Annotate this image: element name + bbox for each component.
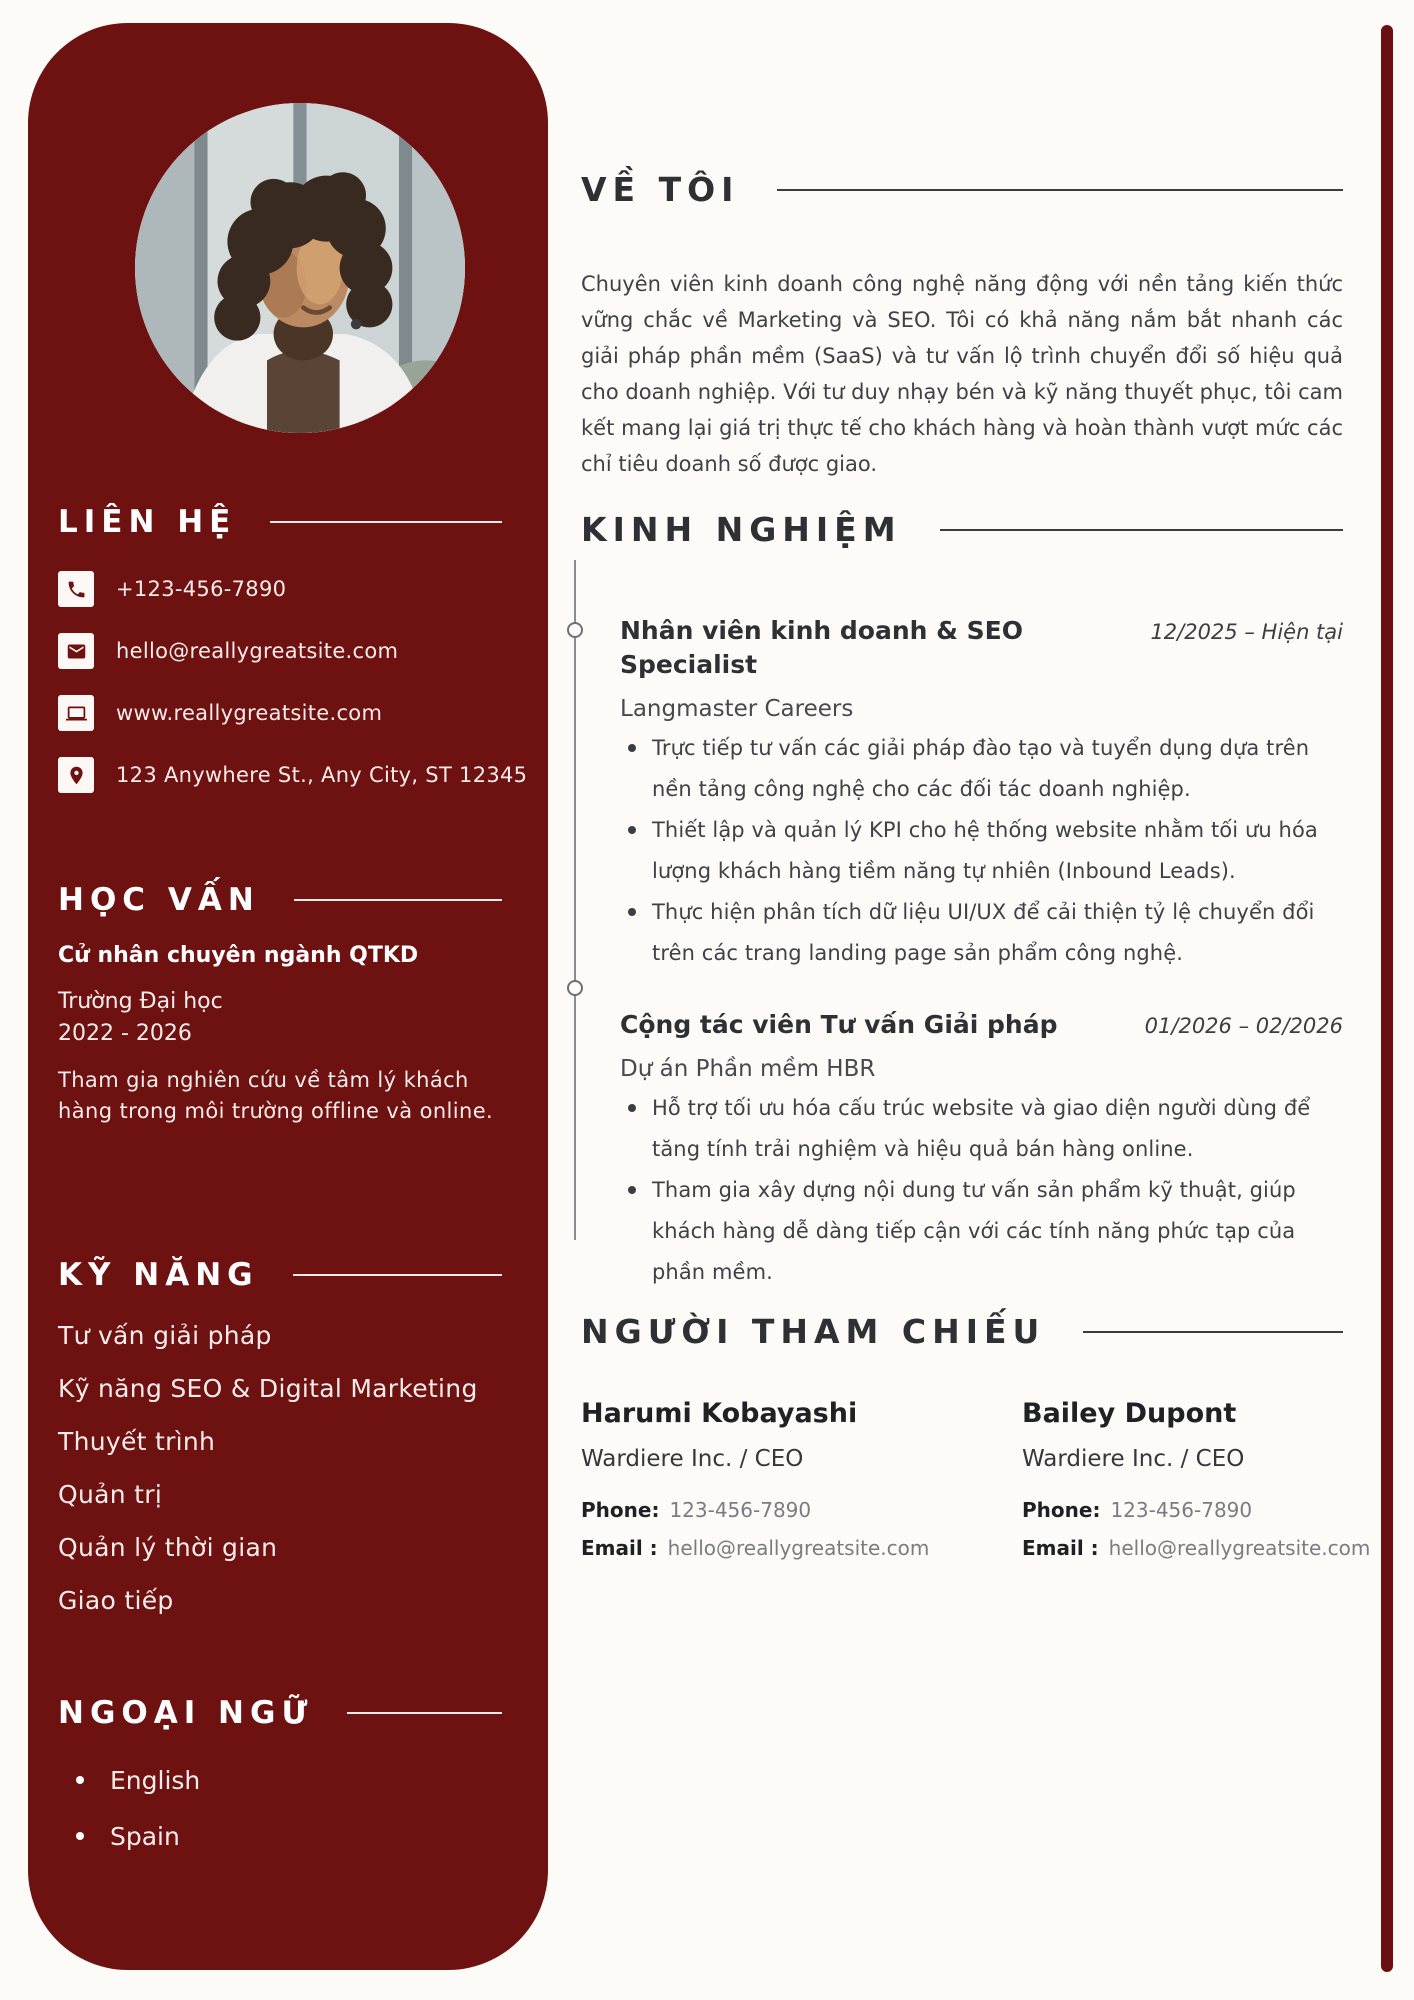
contact-list <box>58 571 528 819</box>
job-header <box>620 1008 1343 1042</box>
experience-section <box>566 508 1343 1293</box>
references-divider <box>1083 1331 1343 1333</box>
job-dates: 01/2026 – 02/2026 <box>1144 1014 1343 1038</box>
bullet-dot <box>76 1776 84 1784</box>
timeline-dot <box>567 980 583 996</box>
bullet-dot <box>628 744 636 752</box>
reference-phone: 123-456-7890 <box>1110 1498 1253 1522</box>
education-section-header <box>58 878 502 922</box>
education-degree: Cử nhân chuyên ngành QTKD <box>58 943 419 968</box>
skills-title: KỸ NĂNG <box>58 1257 259 1293</box>
skills-divider <box>293 1274 502 1276</box>
references-section <box>581 1310 1371 1696</box>
education-note: Tham gia nghiên cứu về tâm lý khách hàng trong môi trường offline và online. <box>58 1068 494 1123</box>
reference-card <box>1022 1396 1402 1560</box>
education-school: Trường Đại học <box>58 989 223 1014</box>
about-section <box>581 168 1343 503</box>
skill-item: Giao tiếp <box>58 1586 174 1615</box>
education-divider <box>294 899 502 901</box>
bullet-dot <box>76 1832 84 1840</box>
job-bullet-list <box>620 728 1343 974</box>
reference-position: Wardiere Inc. / CEO <box>1022 1446 1245 1472</box>
education-years: 2022 - 2026 <box>58 1021 192 1046</box>
contact-phone: +123-456-7890 <box>116 577 287 601</box>
contact-address: 123 Anywhere St., Any City, ST 12345 <box>116 763 528 787</box>
profile-photo-illustration <box>135 103 465 433</box>
experience-title: KINH NGHIỆM <box>581 510 902 549</box>
phone-icon <box>58 571 94 607</box>
skill-item: Thuyết trình <box>58 1427 216 1456</box>
languages-divider <box>347 1712 502 1714</box>
job-company: Dự án Phần mềm HBR <box>620 1056 876 1082</box>
job-bullet: Hỗ trợ tối ưu hóa cấu trúc website và giao diện người dùng để tăng tính trải nghiệm và hiệu quả bán hàng online. <box>652 1088 1343 1170</box>
right-accent-bar <box>1381 25 1393 1972</box>
skill-item: Tư vấn giải pháp <box>58 1321 272 1350</box>
bullet-dot <box>628 1104 636 1112</box>
phone-label: Phone: <box>1022 1498 1101 1522</box>
about-text: Chuyên viên kinh doanh công nghệ năng động với nền tảng kiến thức vững chắc về Marketing và SEO. Tôi có khả năng nắm bắt nhanh các giải pháp phần mềm (SaaS) và tư vấn lộ trình chuyển đổi số hiệu quả cho doanh nghiệp. Với tư duy nhạy bén và kỹ năng thuyết phục, tôi cam kết mang lại giá trị thực tế cho khách hàng và hoàn thành vượt mức các chỉ tiêu doanh số được giao. <box>581 272 1343 476</box>
reference-card <box>581 1396 961 1560</box>
bullet-dot <box>628 826 636 834</box>
contact-divider <box>270 521 502 523</box>
contact-title: LIÊN HỆ <box>58 504 237 540</box>
contact-item-website <box>58 695 520 731</box>
job-role: Nhân viên kinh doanh & SEO Specialist <box>620 616 1023 679</box>
reference-email-row <box>581 1536 961 1560</box>
location-icon <box>58 757 94 793</box>
languages-title: NGOẠI NGỮ <box>58 1695 314 1731</box>
reference-email: hello@reallygreatsite.com <box>667 1536 930 1560</box>
experience-section-header <box>581 508 1343 552</box>
reference-name: Harumi Kobayashi <box>581 1398 858 1429</box>
profile-photo <box>135 103 465 433</box>
references-section-header <box>581 1310 1343 1354</box>
contact-email: hello@reallygreatsite.com <box>116 639 399 663</box>
contact-item-phone <box>58 571 520 607</box>
language-item: English <box>58 1765 520 1795</box>
timeline-dot <box>567 622 583 638</box>
languages-section-header <box>58 1691 502 1735</box>
timeline-line <box>574 560 576 1240</box>
contact-item-address <box>58 757 528 793</box>
about-title: VỀ TÔI <box>581 170 740 209</box>
references-columns <box>581 1396 1371 1696</box>
contact-item-email <box>58 633 520 669</box>
job-bullet: Thiết lập và quản lý KPI cho hệ thống website nhằm tối ưu hóa lượng khách hàng tiềm năng tự nhiên (Inbound Leads). <box>652 810 1343 892</box>
email-icon <box>58 633 94 669</box>
job-entry <box>620 1008 1343 1293</box>
job-bullet: Trực tiếp tư vấn các giải pháp đào tạo và tuyển dụng dựa trên nền tảng công nghệ cho các đối tác doanh nghiệp. <box>652 728 1343 810</box>
reference-email-row <box>1022 1536 1402 1560</box>
contact-website: www.reallygreatsite.com <box>116 701 383 725</box>
job-entry <box>620 614 1343 974</box>
education-title: HỌC VẤN <box>58 882 260 918</box>
job-bullet: Tham gia xây dựng nội dung tư vấn sản phẩm kỹ thuật, giúp khách hàng dễ dàng tiếp cận với các tính năng phức tạp của phần mềm. <box>652 1170 1343 1293</box>
job-bullet-list <box>620 1088 1343 1293</box>
references-title: NGƯỜI THAM CHIẾU <box>581 1312 1046 1351</box>
skill-item: Quản lý thời gian <box>58 1533 278 1562</box>
experience-divider <box>940 529 1343 531</box>
skill-item: Quản trị <box>58 1480 163 1509</box>
education-block <box>58 941 520 1127</box>
job-bullet: Thực hiện phân tích dữ liệu UI/UX để cải thiện tỷ lệ chuyển đổi trên các trang landing page sản phẩm công nghệ. <box>652 892 1343 974</box>
email-label: Email : <box>581 1536 658 1560</box>
sidebar <box>28 23 548 1970</box>
reference-email: hello@reallygreatsite.com <box>1108 1536 1371 1560</box>
skills-list <box>58 1323 520 1641</box>
job-company: Langmaster Careers <box>620 696 854 722</box>
about-section-header <box>581 168 1343 212</box>
website-icon <box>58 695 94 731</box>
skill-item: Kỹ năng SEO & Digital Marketing <box>58 1374 478 1403</box>
skills-section-header <box>58 1253 502 1297</box>
reference-name: Bailey Dupont <box>1022 1398 1237 1429</box>
bullet-dot <box>628 1186 636 1194</box>
job-role: Cộng tác viên Tư vấn Giải pháp <box>620 1010 1058 1039</box>
about-divider <box>777 189 1343 191</box>
email-label: Email : <box>1022 1536 1099 1560</box>
bullet-dot <box>628 908 636 916</box>
reference-phone: 123-456-7890 <box>669 1498 812 1522</box>
contact-section-header <box>58 500 502 544</box>
job-dates: 12/2025 – Hiện tại <box>1150 620 1343 644</box>
reference-position: Wardiere Inc. / CEO <box>581 1446 804 1472</box>
reference-phone-row <box>581 1498 961 1522</box>
reference-phone-row <box>1022 1498 1402 1522</box>
language-item: Spain <box>58 1821 520 1851</box>
job-header <box>620 614 1343 682</box>
phone-label: Phone: <box>581 1498 660 1522</box>
languages-list <box>58 1765 520 1877</box>
